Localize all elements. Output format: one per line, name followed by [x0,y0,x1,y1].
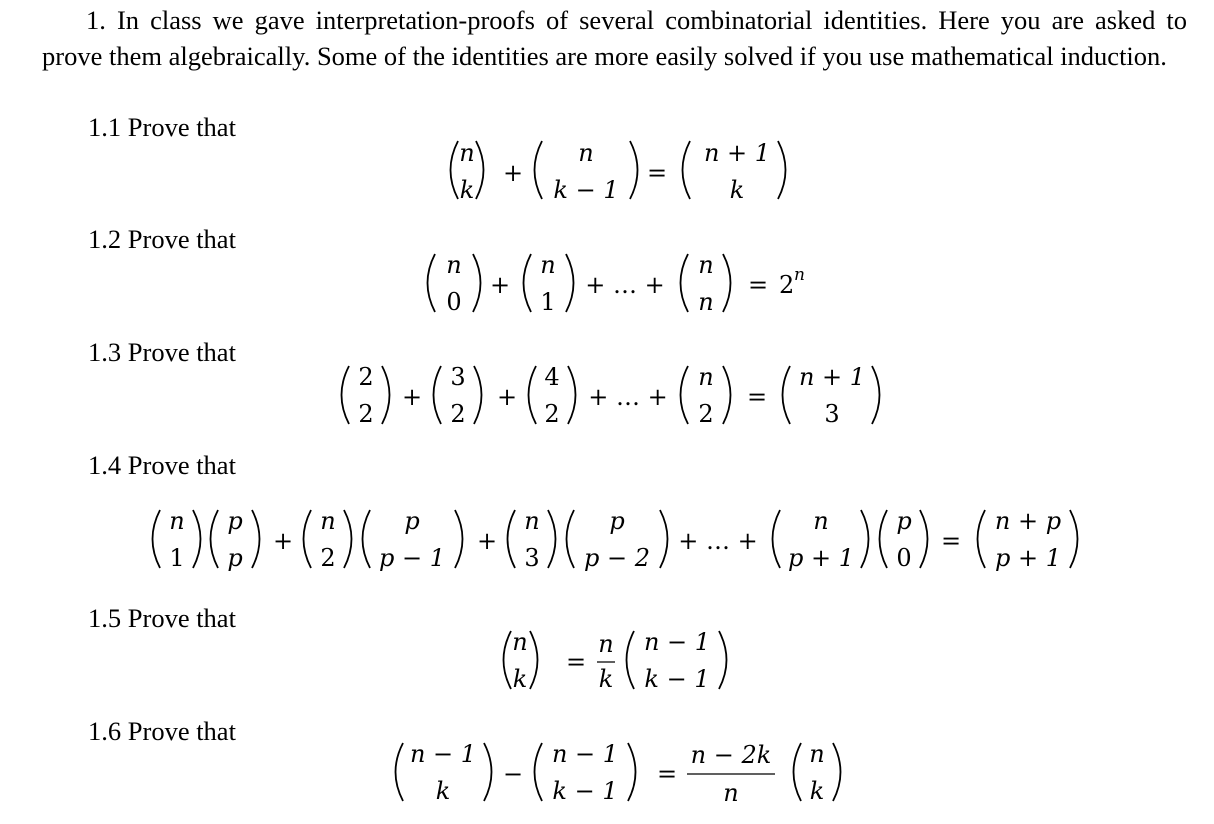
binom-paren-right [920,510,928,568]
binom-paren-left [434,366,442,424]
binom-top: n + p [994,507,1062,535]
equation-1-4 [0,500,1214,580]
binom-top: n − 1 [643,628,711,656]
binom-bottom: k − 1 [644,665,710,693]
equation-1-2 [0,242,1214,322]
binom-bottom: 2 [358,400,374,428]
binom-paren-right [568,366,576,424]
item-label-1-4: 1.4 Prove that [88,450,236,480]
item-label-1-1: 1.1 Prove that [88,112,236,142]
binom-bottom: 2 [698,400,714,428]
binom-bottom: 2 [320,544,336,572]
binom-top: n [512,628,528,656]
equals-sign: = [565,648,587,676]
binom-paren-right [861,510,869,568]
binom-paren-left [363,510,371,568]
binom-paren-left [535,141,543,199]
binom-paren-right [473,254,481,312]
binom-paren-right [530,631,538,689]
binom-paren-left [504,631,512,689]
binom-top: n [540,251,556,279]
binom-paren-left [683,141,691,199]
binom-top: n − 1 [551,740,619,768]
binom-bottom: p − 1 [379,544,445,572]
ellipsis-terms: + … + [588,383,668,411]
binom-bottom: p + 1 [995,544,1061,572]
binom-paren-left [794,743,802,801]
binom-bottom: k − 1 [552,777,618,805]
binom-paren-left [773,510,781,568]
binom-paren-right [484,743,492,801]
binom-bottom: 0 [446,288,462,316]
binom-top: n [578,139,594,167]
plus-sign: + [272,527,294,555]
binom-top: p [404,507,420,535]
binom-bottom: 0 [896,544,912,572]
binom-top: n [320,507,336,535]
binom-paren-left [342,366,350,424]
ellipsis-terms: + … + [585,271,665,299]
equation-1-5 [0,620,1214,700]
binom-top: n + 1 [798,363,866,391]
binom-paren-right [872,366,880,424]
binom-paren-right [193,510,201,568]
binom-top: p [896,507,912,535]
equation-1-3 [0,356,1214,436]
binom-paren-right [455,510,463,568]
binom-bottom: k [729,176,745,204]
binom-paren-right [252,510,260,568]
binom-paren-left [524,254,532,312]
binom-bottom: 2 [544,400,560,428]
binom-paren-right [474,366,482,424]
binom-paren-right [723,254,731,312]
rhs-exponent: n [794,265,805,285]
problem-number: 1. [86,5,106,35]
binom-paren-right [628,743,636,801]
binom-paren-right [723,366,731,424]
binom-paren-left [428,254,436,312]
binom-top: n [698,251,714,279]
item-label-1-6: 1.6 Prove that [88,716,236,746]
equation-1-6 [0,734,1214,814]
binom-top: n [459,139,475,167]
binom-top: n [698,363,714,391]
binom-top: 3 [450,363,466,391]
plus-sign: + [502,159,524,187]
binom-paren-right [833,743,841,801]
fraction-numerator: n [598,630,614,658]
binom-paren-right [344,510,352,568]
binom-top: n − 1 [409,740,477,768]
binom-bottom: 1 [540,288,556,316]
binom-paren-left [978,510,986,568]
equals-sign: = [656,760,678,788]
binom-bottom: k [809,777,825,805]
binom-paren-right [778,141,786,199]
binom-paren-right [660,510,668,568]
item-label-1-3: 1.3 Prove that [88,337,236,367]
binom-top: p [227,507,243,535]
binom-top: n [524,507,540,535]
binom-paren-left [681,366,689,424]
binom-paren-left [535,743,543,801]
item-label-1-2: 1.2 Prove that [88,224,236,254]
binom-top: n [446,251,462,279]
binom-paren-left [880,510,888,568]
fraction-denominator: k [598,665,614,693]
equation-1-1 [0,130,1214,210]
binom-paren-left [627,631,635,689]
minus-sign: − [502,760,524,788]
binom-bottom: n [698,288,714,316]
binom-paren-right [476,141,484,199]
plus-sign: + [476,527,498,555]
binom-bottom: k [435,777,451,805]
plus-sign: + [496,383,518,411]
fraction-numerator: n − 2k [690,741,772,769]
binom-paren-left [783,366,791,424]
binom-paren-left [508,510,516,568]
binom-top: n [809,740,825,768]
binom-bottom: 3 [824,400,840,428]
binom-paren-right [719,631,727,689]
binom-bottom: p − 2 [584,544,650,572]
binom-top: n [813,507,829,535]
binom-top: n [169,507,185,535]
binom-paren-right [382,366,390,424]
binom-paren-left [211,510,219,568]
fraction-denominator: n [723,779,739,807]
binom-bottom: 1 [169,544,185,572]
ellipsis-terms: + … + [678,527,758,555]
rhs-base: 2 [779,271,795,299]
binom-bottom: p + 1 [788,544,854,572]
binom-paren-left [153,510,161,568]
binom-bottom: p [227,544,243,572]
binom-paren-left [396,743,404,801]
equals-sign: = [747,271,769,299]
problem-text: In class we gave interpretation-proofs of several combinatorial identities. Here you are asked to prove them algebraically. Some of the identities are more easily solved if you use mathematical induction. [42,5,1188,71]
equals-sign: = [646,159,668,187]
binom-bottom: 3 [524,544,540,572]
problem-statement [42,2,1187,74]
binom-paren-left [529,366,537,424]
binom-paren-right [630,141,638,199]
binom-bottom: k [459,176,475,204]
item-label-1-5: 1.5 Prove that [88,603,236,633]
binom-paren-right [1070,510,1078,568]
binom-paren-right [566,254,574,312]
equals-sign: = [940,527,962,555]
binom-top: n + 1 [703,139,771,167]
binom-paren-right [548,510,556,568]
plus-sign: + [401,383,423,411]
binom-bottom: k [512,665,528,693]
binom-paren-left [567,510,575,568]
binom-paren-left [451,141,459,199]
binom-paren-left [681,254,689,312]
binom-paren-left [304,510,312,568]
binom-top: 2 [358,363,374,391]
binom-bottom: 2 [450,400,466,428]
binom-top: p [609,507,625,535]
plus-sign: + [489,271,511,299]
binom-top: 4 [544,363,560,391]
equals-sign: = [746,383,768,411]
binom-bottom: k − 1 [553,176,619,204]
